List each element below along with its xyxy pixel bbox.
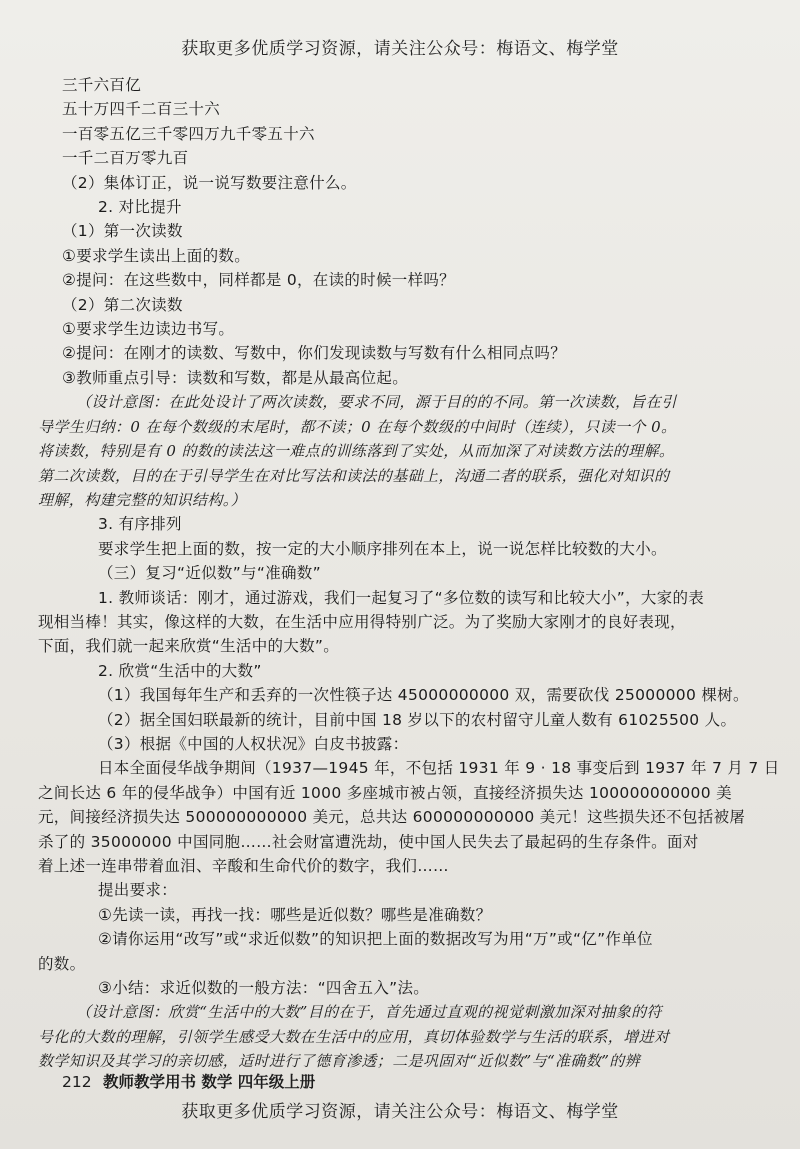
text-line: 下面，我们就一起来欣赏“生活中的大数”。: [38, 637, 340, 656]
design-note-line: （设计意图：欣赏“生活中的大数”目的在于，首先通过直观的视觉刺激加深对抽象的符: [76, 1003, 662, 1022]
text-line: ①要求学生边读边书写。: [62, 320, 235, 339]
page-folio: [62, 1070, 315, 1092]
text-line: 要求学生把上面的数，按一定的大小顺序排列在本上，说一说怎样比较数的大小。: [98, 539, 667, 558]
subsection-heading: （1）第一次读数: [62, 222, 183, 241]
text-line: （3）根据《中国的人权状况》白皮书披露：: [98, 734, 409, 753]
text-line: 现相当棒！其实，像这样的大数，在生活中应用得特别广泛。为了奖励大家刚才的良好表现，: [38, 612, 686, 631]
design-note-line: 第二次读数，目的在于引导学生在对比写法和读法的基础上，沟通二者的联系，强化对知识的: [38, 466, 670, 485]
header-promo-text: 获取更多优质学习资源，请关注公众号：梅语文、梅学堂: [181, 39, 619, 59]
text-line: 着上述一连串带着血泪、辛酸和生命代价的数字，我们……: [38, 857, 449, 875]
text-line: ②提问：在这些数中，同样都是 0，在读的时候一样吗？: [62, 271, 455, 290]
page-body: [38, 73, 780, 1074]
design-note-line: 号化的大数的理解，引领学生感受大数在生活中的应用，真切体验数学与生活的联系，增进对: [38, 1027, 670, 1046]
text-line: 元，间接经济损失达 500000000000 美元，总共达 600000000000 美元！这些损失还不包括被屠: [38, 808, 746, 827]
text-line: （1）我国每年生产和丢弃的一次性筷子达 45000000000 双，需要砍伐 25000000 棵树。: [98, 686, 749, 705]
text-line: 五十万四千二百三十六: [62, 100, 221, 119]
text-line: 提出要求：: [98, 881, 178, 900]
design-note-line: 数学知识及其学习的亲切感，适时进行了德育渗透；二是巩固对“近似数”与“准确数”的辨: [38, 1052, 641, 1071]
design-note-line: （设计意图：在此处设计了两次读数，要求不同，源于目的的不同。第一次读数，旨在引: [76, 393, 677, 412]
text-line: ①先读一读，再找一找：哪些是近似数？哪些是准确数？: [98, 905, 492, 924]
section-heading: 2. 欣赏“生活中的大数”: [98, 661, 262, 680]
section-heading: 3. 有序排列: [98, 515, 182, 534]
text-line: ①要求学生读出上面的数。: [62, 246, 250, 265]
text-line: 三千六百亿: [62, 76, 142, 94]
text-line: （2）据全国妇联最新的统计，目前中国 18 岁以下的农村留守儿童人数有 61025500 人。: [98, 710, 737, 729]
text-line: 一百零五亿三千零四万九千零五十六: [62, 124, 315, 143]
book-title: 教师教学用书 数学 四年级上册: [103, 1073, 316, 1091]
design-note-line: 理解，构建完整的知识结构。）: [38, 490, 247, 509]
text-line: 杀了的 35000000 中国同胞……社会财富遭洗劫，使中国人民失去了最起码的生存条件。面对: [38, 832, 699, 851]
footer-promo-text: 获取更多优质学习资源，请关注公众号：梅语文、梅学堂: [181, 1102, 619, 1122]
text-line: ③小结：求近似数的一般方法：“四舍五入”法。: [98, 979, 430, 998]
section-heading: （三）复习“近似数”与“准确数”: [98, 564, 321, 583]
design-note-line: 导学生归纳：0 在每个数级的末尾时，都不读；0 在每个数级的中间时（连续），只读一个 0。: [38, 417, 677, 436]
design-note-line: 将读数，特别是有 0 的数的读法这一难点的训练落到了实处，从而加深了对读数方法的理解。: [38, 442, 675, 461]
text-line: ②提问：在刚才的读数、写数中，你们发现读数与写数有什么相同点吗？: [62, 344, 566, 363]
text-line: 之间长达 6 年的侵华战争）中国有近 1000 多座城市被占领，直接经济损失达 100000000000 美: [38, 783, 732, 802]
page-number: 212: [62, 1073, 92, 1091]
text-line: （2）集体订正，说一说写数要注意什么。: [62, 173, 357, 192]
text-line: ③教师重点引导：读数和写数，都是从最高位起。: [62, 368, 408, 387]
text-line: 日本全面侵华战争期间（1937—1945 年，不包括 1931 年 9 · 18 事变后到 1937 年 7 月 7 日: [98, 759, 780, 778]
section-heading: 2. 对比提升: [98, 198, 182, 217]
text-line: 一千二百万零九百: [62, 149, 189, 168]
text-line: 的数。: [38, 954, 86, 973]
subsection-heading: （2）第二次读数: [62, 295, 183, 314]
text-line: ②请你运用“改写”或“求近似数”的知识把上面的数据改写为用“万”或“亿”作单位: [98, 930, 653, 949]
text-line: 1. 教师谈话：刚才，通过游戏，我们一起复习了“多位数的读写和比较大小”，大家的表: [98, 588, 705, 607]
